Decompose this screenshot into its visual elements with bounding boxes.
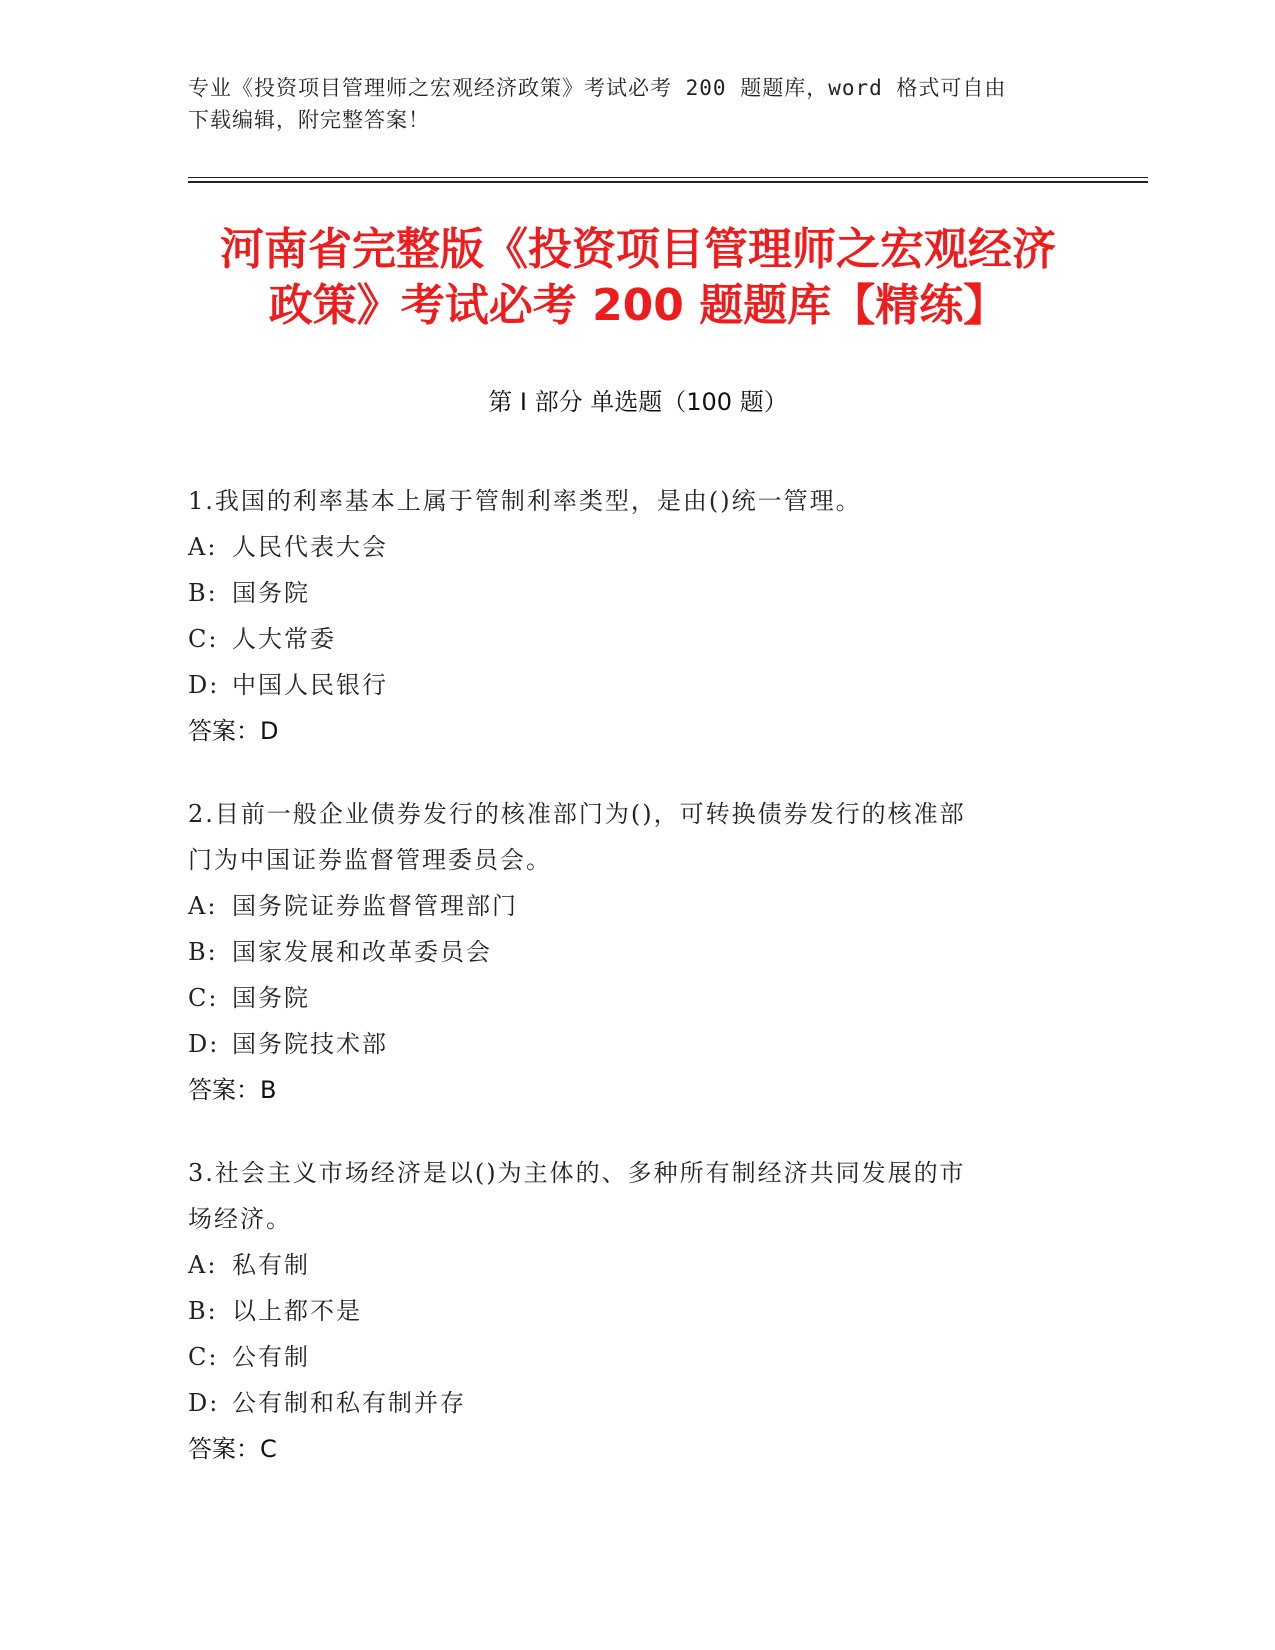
option-text: 人民代表大会 bbox=[232, 533, 388, 561]
option-letter: A: bbox=[188, 1251, 218, 1279]
option-b bbox=[188, 1288, 1068, 1334]
answer-line: 答案：B bbox=[188, 1076, 277, 1104]
question-stem: 场经济。 bbox=[188, 1205, 292, 1233]
question-1 bbox=[188, 478, 1068, 754]
option-a bbox=[188, 524, 1068, 570]
option-b bbox=[188, 570, 1068, 616]
option-text: 公有制 bbox=[232, 1343, 310, 1371]
option-d bbox=[188, 662, 1068, 708]
option-c bbox=[188, 1334, 1068, 1380]
question-stem: 3.社会主义市场经济是以()为主体的、多种所有制经济共同发展的市 bbox=[188, 1159, 966, 1187]
option-letter: D: bbox=[188, 1389, 220, 1417]
option-letter: B: bbox=[188, 1297, 218, 1325]
header-note bbox=[188, 72, 1088, 136]
option-text: 国家发展和改革委员会 bbox=[232, 938, 492, 966]
option-letter: A: bbox=[188, 533, 218, 561]
answer-line: 答案：D bbox=[188, 717, 279, 745]
option-letter: D: bbox=[188, 671, 220, 699]
header-note-line: 专业《投资项目管理师之宏观经济政策》考试必考 200 题题库，word 格式可自由 bbox=[188, 76, 1007, 100]
option-d bbox=[188, 1380, 1068, 1426]
document-title-line: 河南省完整版《投资项目管理师之宏观经济 bbox=[220, 224, 1056, 275]
document-title-line: 政策》考试必考 200 题题库【精练】 bbox=[268, 280, 1008, 331]
option-b bbox=[188, 929, 1068, 975]
option-text: 国务院 bbox=[232, 579, 310, 607]
option-letter: C: bbox=[188, 984, 219, 1012]
option-d bbox=[188, 1021, 1068, 1067]
question-3 bbox=[188, 1150, 1068, 1472]
header-divider-thick bbox=[188, 181, 1148, 183]
option-text: 国务院 bbox=[232, 984, 310, 1012]
option-text: 以上都不是 bbox=[232, 1297, 362, 1325]
question-2 bbox=[188, 791, 1068, 1113]
question-list bbox=[188, 478, 1068, 1509]
option-letter: B: bbox=[188, 938, 218, 966]
option-letter: D: bbox=[188, 1030, 220, 1058]
answer-line: 答案：C bbox=[188, 1435, 277, 1463]
header-note-line: 下载编辑，附完整答案！ bbox=[188, 108, 430, 132]
option-text: 国务院技术部 bbox=[232, 1030, 388, 1058]
option-text: 国务院证券监督管理部门 bbox=[232, 892, 518, 920]
option-a bbox=[188, 1242, 1068, 1288]
option-text: 公有制和私有制并存 bbox=[232, 1389, 466, 1417]
option-letter: A: bbox=[188, 892, 218, 920]
option-letter: C: bbox=[188, 1343, 219, 1371]
option-text: 中国人民银行 bbox=[232, 671, 388, 699]
header-divider-thin bbox=[188, 177, 1148, 178]
question-stem: 门为中国证券监督管理委员会。 bbox=[188, 846, 552, 874]
option-letter: C: bbox=[188, 625, 219, 653]
section-heading: 第 I 部分 单选题（100 题） bbox=[488, 388, 788, 416]
question-stem: 1.我国的利率基本上属于管制利率类型，是由()统一管理。 bbox=[188, 487, 862, 515]
option-c bbox=[188, 616, 1068, 662]
option-a bbox=[188, 883, 1068, 929]
document-title bbox=[188, 222, 1088, 334]
option-c bbox=[188, 975, 1068, 1021]
option-text: 私有制 bbox=[232, 1251, 310, 1279]
question-stem: 2.目前一般企业债券发行的核准部门为()，可转换债券发行的核准部 bbox=[188, 800, 966, 828]
option-text: 人大常委 bbox=[232, 625, 336, 653]
option-letter: B: bbox=[188, 579, 218, 607]
